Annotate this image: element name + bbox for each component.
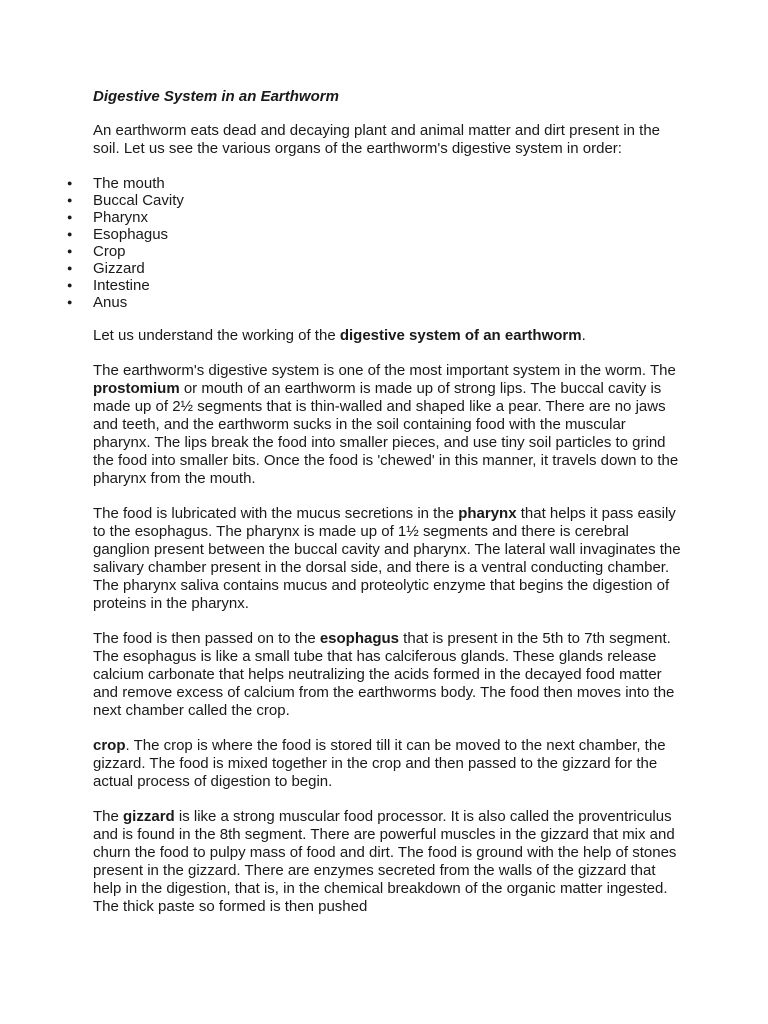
list-item: ● Esophagus [67,226,169,243]
paragraph-prostomium: The earthworm's digestive system is one of the most important system in the worm. The prostomium or mouth of an earthworm is made up of strong lips. The buccal cavity is made up of 2½ segments that is thin-walled and shaped like a pear. There are no jaws and teeth, and the earthworm sucks in the soil containing food with the muscular pharynx. The lips break the food into smaller pieces, and use tiny soil particles to grind the food into smaller bits. Once the food is 'chewed' in this manner, it travels down to the pharynx from the mouth. [93,362,679,487]
bold-term: esophagus [319,630,400,647]
document-title: Digestive System in an Earthworm [93,88,339,105]
paragraph-esophagus: The food is then passed on to the esophagus that is present in the 5th to 7th segment. The esophagus is like a small tube that has calciferous glands. These glands release calcium carbonate that helps neutralizing the acids formed in the decayed food matter and remove excess of calcium from the earthworms body. The food then moves into the next chamber called the crop. [93,630,675,719]
bullet-icon: ● [67,246,73,256]
list-item: ● The mouth [67,175,165,192]
bold-term: digestive system of an earthworm [339,327,582,344]
intro-paragraph: An earthworm eats dead and decaying plant and animal matter and dirt present in the soil. Let us see the various organs of the earthworm's digestive system in order: [93,122,661,157]
bullet-icon: ● [67,280,73,290]
paragraph-digestive-system: Let us understand the working of the digestive system of an earthworm. [93,327,586,344]
bold-term: crop [93,737,126,754]
bold-term: prostomium [93,380,180,397]
list-item: ● Crop [67,243,126,260]
list-item: ● Pharynx [67,209,149,226]
document-page [67,88,683,933]
list-item: ● Gizzard [67,260,145,277]
bullet-icon: ● [67,178,73,188]
list-item: ● Intestine [67,277,150,294]
bullet-icon: ● [67,229,73,239]
bullet-icon: ● [67,263,73,273]
organ-list [67,175,683,311]
list-item: ● Buccal Cavity [67,192,184,209]
list-item: ● Anus [67,294,128,311]
bold-term: pharynx [458,505,517,522]
bold-term: gizzard [123,808,175,825]
paragraph-gizzard: The gizzard is like a strong muscular food processor. It is also called the proventriculus and is found in the 8th segment. There are powerful muscles in the gizzard that mix and churn the food to pulpy mass of food and dirt. The food is ground with the help of stones present in the gizzard. There are enzymes secreted from the walls of the gizzard that help in the digestion, that is, in the chemical breakdown of the organic matter ingested. The thick paste so formed is then pushed [93,808,677,915]
paragraph-crop: crop. The crop is where the food is stored till it can be moved to the next chamber, the gizzard. The food is mixed together in the crop and then passed to the gizzard for the actual process of digestion to begin. [93,737,666,790]
bullet-icon: ● [67,195,73,205]
paragraph-pharynx: The food is lubricated with the mucus secretions in the pharynx that helps it pass easily to the esophagus. The pharynx is made up of 1½ segments and there is cerebral ganglion present between the buccal cavity and pharynx. The lateral wall invaginates the salivary chamber present in the dorsal side, and there is a ventral conducting chamber. The pharynx saliva contains mucus and proteolytic enzyme that begins the digestion of proteins in the pharynx. [93,505,681,612]
bullet-icon: ● [67,297,73,307]
bullet-icon: ● [67,212,73,222]
